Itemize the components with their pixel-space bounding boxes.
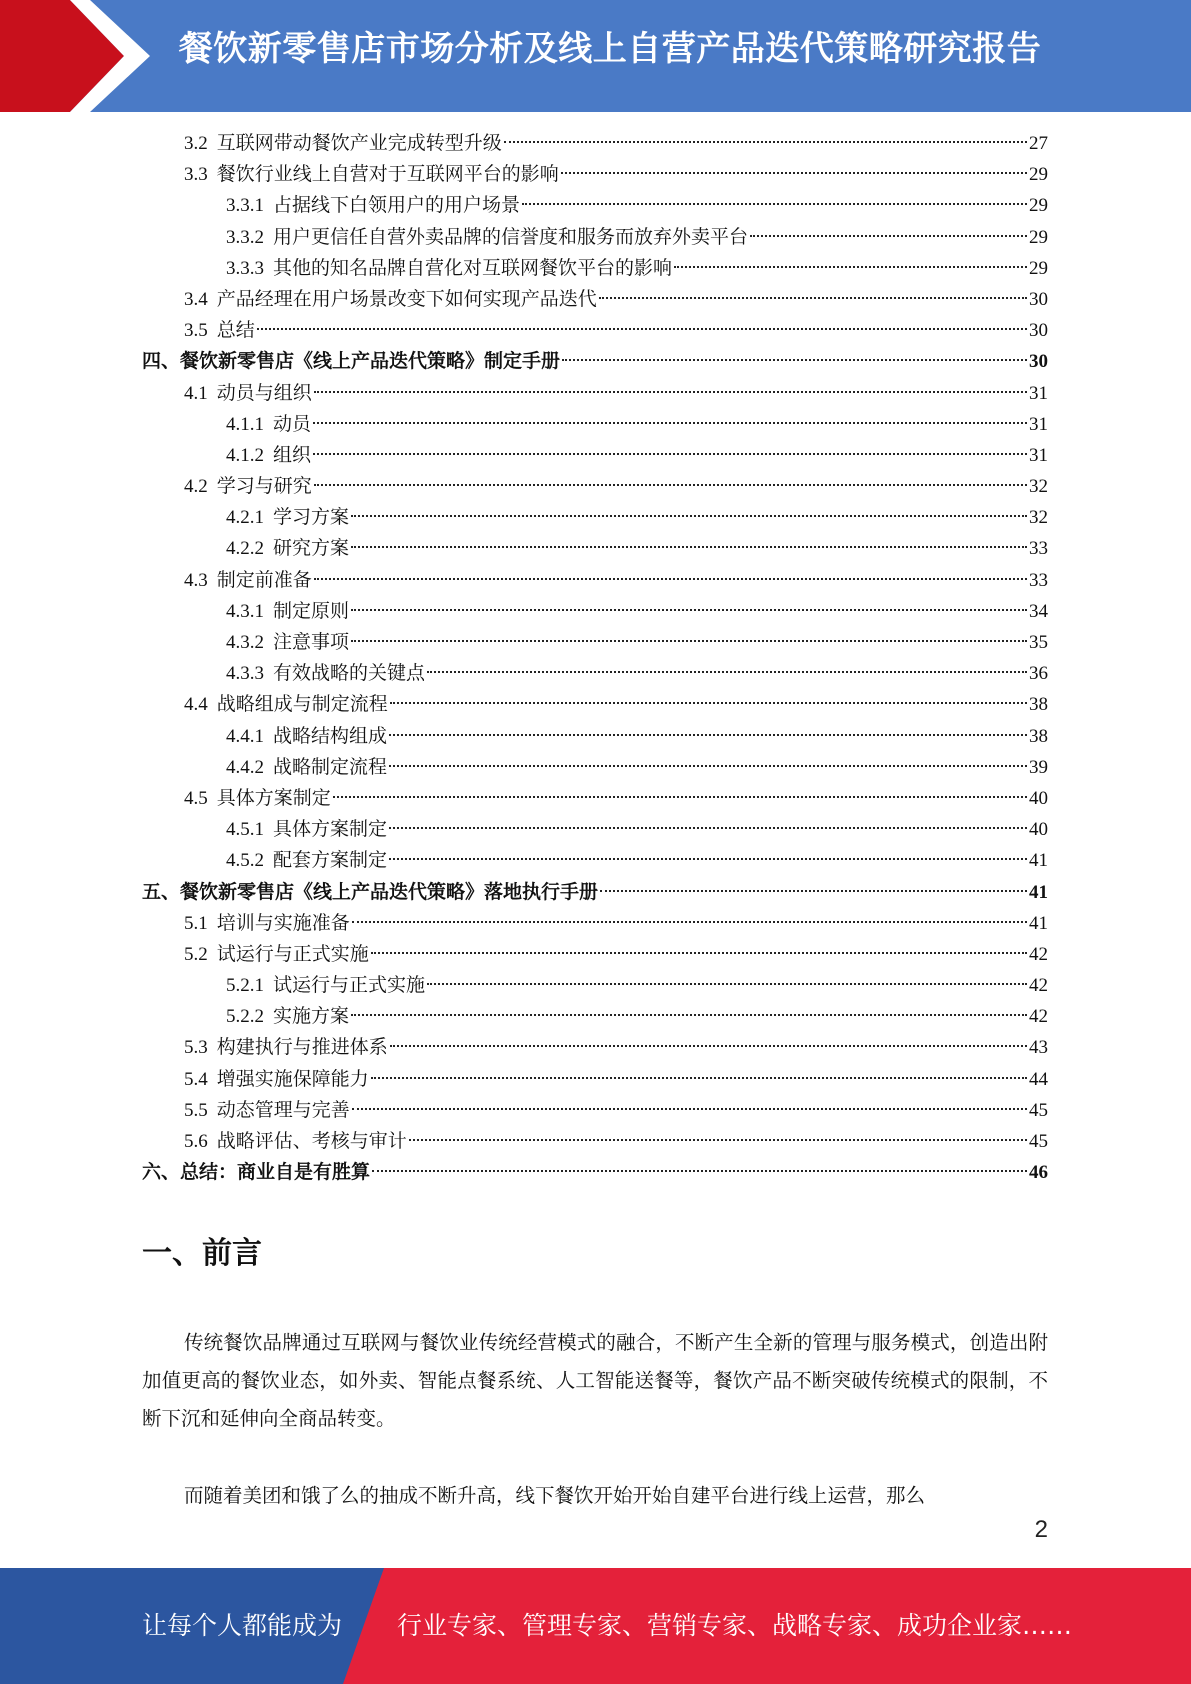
toc-entry-page: 45 [1029,1099,1048,1121]
toc-entry-number: 5.6 [184,1131,208,1152]
toc-entry-page: 27 [1029,133,1048,154]
toc-dot-leader [427,983,1027,985]
toc-entry-page: 40 [1029,787,1048,809]
toc-entry-number: 4.3.2 [226,632,264,653]
toc-dot-leader [674,266,1027,268]
toc-dot-leader [314,578,1027,580]
toc-entry[interactable] [142,222,1048,253]
toc-entry[interactable] [142,939,1048,970]
toc-entry-number: 4.5 [184,787,208,809]
toc-entry-title: 试运行与正式实施 [273,975,426,997]
toc-entry-title: 产品经理在用户场景改变下如何实现产品迭代 [216,288,597,310]
toc-entry-title: 互联网带动餐饮产业完成转型升级 [216,133,502,154]
toc-entry-page: 45 [1029,1131,1048,1152]
toc-entry-page: 31 [1029,413,1048,435]
toc-entry-number: 4.5.1 [226,819,264,841]
toc-entry-title: 六、总结：商业自是有胜算 [142,1162,371,1184]
toc-entry-number: 4.1.1 [226,413,264,435]
toc-entry[interactable] [142,471,1048,502]
toc-entry-title: 增强实施保障能力 [216,1068,369,1090]
toc-entry[interactable] [142,877,1048,908]
toc-entry-number: 4.3.1 [226,600,264,622]
toc-entry[interactable] [142,502,1048,533]
toc-dot-leader [561,172,1027,174]
toc-entry-page: 32 [1029,507,1048,529]
toc-entry-page: 29 [1029,164,1048,186]
toc-entry-number: 5.2 [184,943,208,965]
toc-entry[interactable] [142,315,1048,346]
toc-entry-number: 5.4 [184,1068,208,1090]
toc-entry-page: 40 [1029,819,1048,841]
toc-entry-number: 4.3 [184,569,208,591]
toc-entry[interactable] [142,1064,1048,1095]
toc-entry-number: 4.2.1 [226,507,264,529]
toc-entry-title: 试运行与正式实施 [216,943,369,965]
toc-entry-page: 39 [1029,756,1048,778]
toc-dot-leader [522,203,1027,205]
toc-entry[interactable] [142,1157,1048,1188]
toc-dot-leader [351,1014,1027,1016]
page-header [0,0,1191,112]
toc-entry-page: 33 [1029,538,1048,560]
toc-entry[interactable] [142,565,1048,596]
toc-dot-leader [351,640,1027,642]
toc-entry-title: 五、餐饮新零售店《线上产品迭代策略》落地执行手册 [142,881,599,903]
toc-entry-title: 注意事项 [273,632,350,653]
toc-entry-title: 占据线下白领用户的用户场景 [273,195,521,217]
toc-dot-leader [314,484,1027,486]
toc-entry-page: 46 [1029,1162,1048,1184]
toc-entry-page: 35 [1029,632,1048,653]
toc-dot-leader [372,1170,1027,1172]
report-title: 餐饮新零售店市场分析及线上自营产品迭代策略研究报告 [178,29,1042,69]
toc-dot-leader [389,858,1027,860]
toc-entry-title: 构建执行与推进体系 [216,1037,388,1059]
toc-entry-page: 29 [1029,257,1048,279]
toc-entry[interactable] [142,1001,1048,1032]
toc-dot-leader [389,734,1027,736]
toc-dot-leader [389,765,1027,767]
toc-entry-number: 3.5 [184,320,208,342]
toc-dot-leader [352,1108,1027,1110]
toc-dot-leader [351,515,1027,517]
toc-entry[interactable] [142,159,1048,190]
toc-dot-leader [352,921,1027,923]
toc-entry[interactable] [142,1032,1048,1063]
toc-entry-title: 制定原则 [273,600,350,622]
toc-entry-title: 实施方案 [273,1006,350,1028]
toc-entry-page: 30 [1029,320,1048,342]
toc-entry[interactable] [142,658,1048,689]
toc-entry[interactable] [142,783,1048,814]
toc-entry-title: 组织 [273,444,312,466]
toc-entry-number: 4.3.3 [226,663,264,685]
toc-entry-number: 3.2 [184,133,208,154]
toc-dot-leader [390,1045,1027,1047]
toc-dot-leader [389,827,1027,829]
body-paragraph-1: 传统餐饮品牌通过互联网与餐饮业传统经营模式的融合，不断产生全新的管理与服务模式，创造出附加值更高的餐饮业态，如外卖、智能点餐系统、人工智能送餐等，餐饮产品不断突破传统模式的限制，不断下沉和延伸向全商品转变。 [142,1333,1048,1430]
toc-entry-number: 3.3.2 [226,226,264,248]
toc-entry-title: 动态管理与完善 [216,1099,350,1121]
toc-dot-leader [351,546,1027,548]
toc-entry[interactable] [142,533,1048,564]
toc-entry-title: 用户更信任自营外卖品牌的信誉度和服务而放弃外卖平台 [273,226,749,248]
toc-entry[interactable] [142,1095,1048,1126]
toc-dot-leader [599,297,1027,299]
toc-entry-title: 总结 [216,320,255,342]
toc-entry-title: 有效战略的关键点 [273,663,426,685]
toc-entry-number: 3.3 [184,164,208,186]
page-number: 2 [1034,1516,1048,1543]
toc-entry-page: 30 [1029,351,1048,373]
toc-entry-number: 3.3.3 [226,257,264,279]
toc-entry-number: 3.4 [184,288,208,310]
toc-entry-title: 学习方案 [273,507,350,529]
toc-entry-number: 5.2.2 [226,1006,264,1028]
toc-entry-title: 餐饮行业线上自营对于互联网平台的影响 [216,164,559,186]
toc-entry-page: 41 [1029,850,1048,872]
toc-entry-title: 其他的知名品牌自营化对互联网餐饮平台的影响 [273,257,673,279]
page-footer [0,1568,1191,1684]
toc-entry-page: 32 [1029,476,1048,498]
toc-dot-leader [750,235,1027,237]
toc-entry[interactable] [142,970,1048,1001]
toc-entry-page: 44 [1029,1068,1048,1090]
footer-slogan-left: 让每个人都能成为 [142,1611,343,1640]
toc-dot-leader [257,328,1027,330]
toc-entry-number: 4.5.2 [226,850,264,872]
toc-entry-page: 36 [1029,663,1048,685]
toc-dot-leader [313,453,1027,455]
toc-entry-title: 具体方案制定 [216,787,331,809]
toc-entry[interactable] [142,284,1048,315]
toc-entry-title: 具体方案制定 [273,819,388,841]
toc-entry-page: 31 [1029,444,1048,466]
toc-entry-title: 四、餐饮新零售店《线上产品迭代策略》制定手册 [142,351,561,373]
toc-entry-title: 配套方案制定 [273,850,388,872]
toc-dot-leader [351,609,1027,611]
toc-entry-number: 4.4.1 [226,725,264,747]
toc-entry-number: 4.2.2 [226,538,264,560]
toc-entry[interactable] [142,409,1048,440]
toc-entry-title: 战略制定流程 [273,756,388,778]
toc-entry-number: 4.1 [184,382,208,404]
toc-entry[interactable] [142,752,1048,783]
toc-entry-page: 31 [1029,382,1048,404]
toc-entry[interactable] [142,1126,1048,1157]
toc-dot-leader [600,890,1027,892]
toc-entry-page: 30 [1029,288,1048,310]
toc-entry-number: 4.2 [184,476,208,498]
toc-dot-leader [427,671,1027,673]
toc-dot-leader [314,391,1027,393]
toc-entry-title: 战略评估、考核与审计 [216,1131,407,1152]
toc-dot-leader [371,952,1027,954]
toc-entry[interactable] [142,596,1048,627]
toc-dot-leader [313,422,1027,424]
toc-entry[interactable] [142,845,1048,876]
toc-entry-page: 29 [1029,195,1048,217]
toc-entry[interactable] [142,253,1048,284]
toc-entry-title: 制定前准备 [216,569,312,591]
toc-entry-number: 5.5 [184,1099,208,1121]
toc-dot-leader [409,1139,1027,1141]
toc-entry-title: 战略结构组成 [273,725,388,747]
toc-entry-page: 41 [1029,912,1048,934]
toc-entry-page: 43 [1029,1037,1048,1059]
toc-entry[interactable] [142,440,1048,471]
toc-entry-title: 动员 [273,413,312,435]
toc-entry-page: 42 [1029,975,1048,997]
toc-entry-number: 4.4 [184,694,208,716]
toc-entry-page: 42 [1029,943,1048,965]
toc-entry-number: 4.1.2 [226,444,264,466]
toc-entry[interactable] [142,190,1048,221]
toc-entry-page: 38 [1029,725,1048,747]
toc-entry-title: 学习与研究 [216,476,312,498]
toc-entry[interactable] [142,908,1048,939]
toc-entry-number: 5.2.1 [226,975,264,997]
toc-entry-number: 5.1 [184,912,208,934]
toc-entry-page: 33 [1029,569,1048,591]
toc-entry-page: 34 [1029,600,1048,622]
toc-entry-title: 动员与组织 [216,382,312,404]
toc-entry[interactable] [142,721,1048,752]
toc-entry-page: 29 [1029,226,1048,248]
toc-entry-number: 4.4.2 [226,756,264,778]
toc-entry-page: 38 [1029,694,1048,716]
toc-entry-page: 41 [1029,881,1048,903]
footer-slogan-right: 行业专家、管理专家、营销专家、战略专家、成功企业家…… [397,1611,1073,1640]
toc-dot-leader [504,141,1027,143]
toc-entry-title: 研究方案 [273,538,350,560]
toc-entry-title: 培训与实施准备 [216,912,350,934]
toc-entry-number: 5.3 [184,1037,208,1059]
section-heading: 一、前言 [142,1236,262,1271]
body-paragraph-2: 而随着美团和饿了么的抽成不断升高，线下餐饮开始开始自建平台进行线上运营，那么 [184,1486,926,1507]
toc-dot-leader [562,359,1027,361]
toc-entry[interactable] [142,627,1048,658]
toc-entry-page: 42 [1029,1006,1048,1028]
toc-entry[interactable] [142,346,1048,377]
toc-entry[interactable] [142,378,1048,409]
table-of-contents [142,128,1048,1188]
toc-entry[interactable] [142,689,1048,720]
toc-entry[interactable] [142,814,1048,845]
toc-dot-leader [371,1077,1027,1079]
toc-entry[interactable] [142,128,1048,159]
toc-entry-title: 战略组成与制定流程 [216,694,388,716]
toc-dot-leader [333,796,1027,798]
toc-dot-leader [390,702,1027,704]
toc-entry-number: 3.3.1 [226,195,264,217]
